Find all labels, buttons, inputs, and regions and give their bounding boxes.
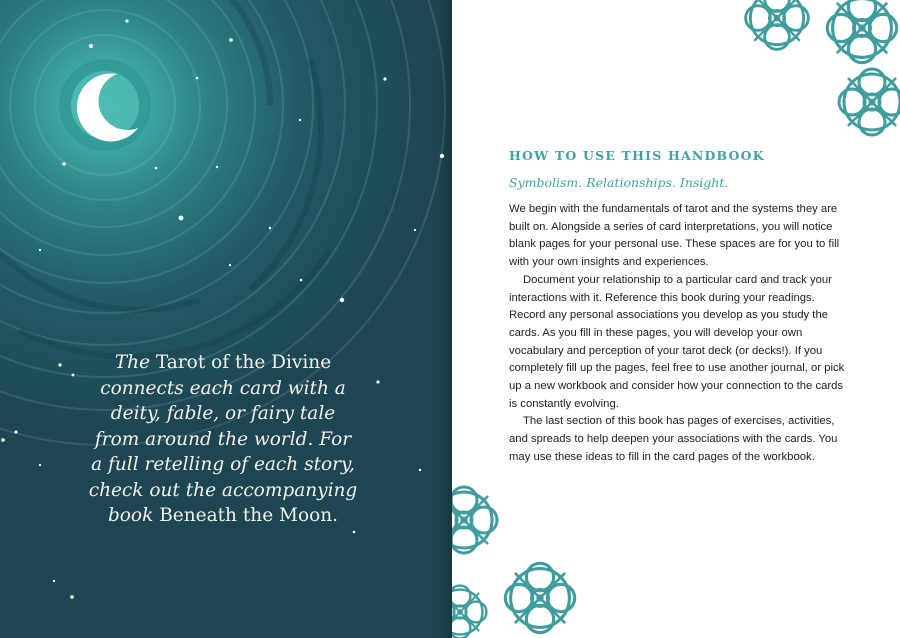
paragraph: The last section of this book has pages of exercises, activities, and spreads to help deepen your associations with the cards. You may use these ideas to fill in the card pages of the workbook. [509, 415, 838, 463]
body-text [509, 201, 854, 467]
page-gutter-shadow [438, 0, 452, 638]
deck-title: Tarot of the Divine [155, 352, 332, 373]
intro-quote [88, 350, 358, 529]
quote-body: connects each card with a deity, fable, or fairy tale from around the world. For a full retelling of each story, check out the accompanying book [88, 377, 358, 526]
right-page [452, 0, 900, 638]
quote-lead: The [114, 352, 151, 373]
companion-book-title: Beneath the Moon. [159, 505, 339, 526]
section-subtitle: Symbolism. Relationships. Insight. [509, 175, 729, 190]
section-heading: HOW TO USE THIS HANDBOOK [509, 148, 765, 163]
paragraph: We begin with the fundamentals of tarot and the systems they are built on. Alongside a series of card interpretations, you will notice blank pages for your personal use. These spaces are for you to fill with your own insights and experiences. [509, 203, 840, 269]
paragraph: Document your relationship to a particular card and track your interactions with it. Reference this book during your readings. Record any personal associations you develop as you study the cards. As you fill in these pages, you will develop your own vocabulary and perception of your tarot deck (or decks!). If you completely fill up the pages, feel free to use another journal, or pick up a new workbook and consider how your connection to the cards is constantly evolving. [509, 273, 845, 410]
